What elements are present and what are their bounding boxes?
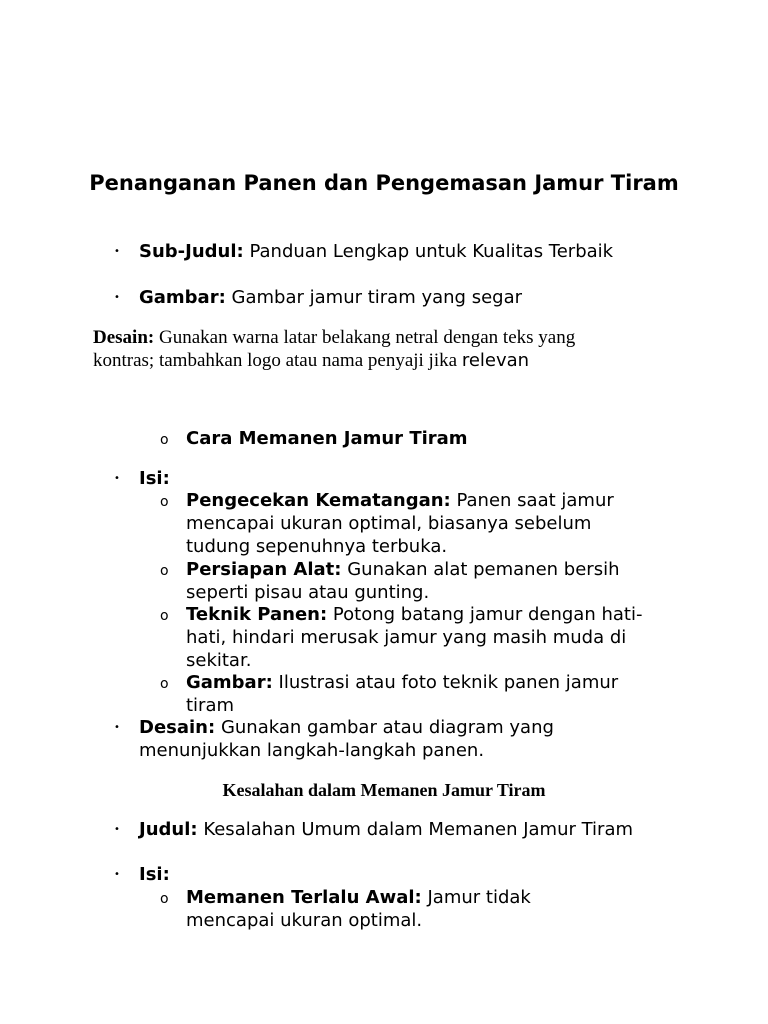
section1-heading: Cara Memanen Jamur Tiram xyxy=(186,428,468,449)
circle-bullet-icon: o xyxy=(160,608,169,624)
section2-title-text: Kesalahan Umum dalam Memanen Jamur Tiram xyxy=(203,819,634,840)
section2-title-item xyxy=(139,818,649,841)
design-note-tail: relevan xyxy=(461,350,530,371)
circle-bullet-icon: o xyxy=(160,494,169,510)
list-item-text: Ilustrasi atau foto teknik panen jamur tiram xyxy=(186,672,619,716)
list-item xyxy=(186,886,596,932)
section2-isi-label: Isi: xyxy=(139,864,170,885)
bullet-icon: • xyxy=(114,869,120,880)
list-item-label: Teknik Panen: xyxy=(186,604,328,625)
list-item-text: Gunakan alat pemanen bersih seperti pisau atau gunting. xyxy=(186,559,620,603)
subtitle-text: Panduan Lengkap untuk Kualitas Terbaik xyxy=(249,241,614,262)
circle-bullet-icon: o xyxy=(160,891,169,907)
list-item-label: Memanen Terlalu Awal: xyxy=(186,887,422,908)
list-item-text: Panen saat jamur mencapai ukuran optimal, biasanya sebelum tudung sepenuhnya terbuka. xyxy=(186,490,614,557)
bullet-icon: • xyxy=(114,246,120,257)
image-item xyxy=(139,286,522,309)
circle-bullet-icon: o xyxy=(160,676,169,692)
page-title: Penanganan Panen dan Pengemasan Jamur Tiram xyxy=(89,171,679,195)
list-item-label: Gambar: xyxy=(186,672,273,693)
list-item xyxy=(186,603,666,672)
bullet-icon: • xyxy=(114,824,120,835)
bullet-icon: • xyxy=(114,292,120,303)
subtitle-label: Sub-Judul: xyxy=(139,241,244,262)
list-item-text: Potong batang jamur dengan hati-hati, hindari merusak jamur yang masih muda di sekitar. xyxy=(186,604,643,671)
bullet-icon: • xyxy=(114,722,120,733)
section1-design-label: Desain: xyxy=(139,717,216,738)
section2-heading: Kesalahan dalam Memanen Jamur Tiram xyxy=(222,780,546,800)
design-note xyxy=(93,326,633,372)
image-label: Gambar: xyxy=(139,287,226,308)
list-item xyxy=(186,558,626,604)
design-note-label: Desain: xyxy=(93,327,155,348)
section1-isi-label: Isi: xyxy=(139,468,170,489)
list-item xyxy=(186,489,636,558)
bullet-icon: • xyxy=(114,473,120,484)
subtitle-item xyxy=(139,240,619,263)
section1-design xyxy=(139,716,629,762)
list-item xyxy=(186,671,626,717)
section2-title-label: Judul: xyxy=(139,819,198,840)
image-text: Gambar jamur tiram yang segar xyxy=(231,287,523,308)
circle-bullet-icon: o xyxy=(160,563,169,579)
section1-design-text: Gunakan gambar atau diagram yang menunjukkan langkah-langkah panen. xyxy=(139,717,554,761)
list-item-label: Persiapan Alat: xyxy=(186,559,342,580)
list-item-label: Pengecekan Kematangan: xyxy=(186,490,451,511)
circle-bullet-icon: o xyxy=(160,432,169,448)
list-item-text: Jamur tidak mencapai ukuran optimal. xyxy=(186,887,531,931)
design-note-text: Gunakan warna latar belakang netral dengan teks yang kontras; tambahkan logo atau nama penyaji jika xyxy=(93,327,576,371)
